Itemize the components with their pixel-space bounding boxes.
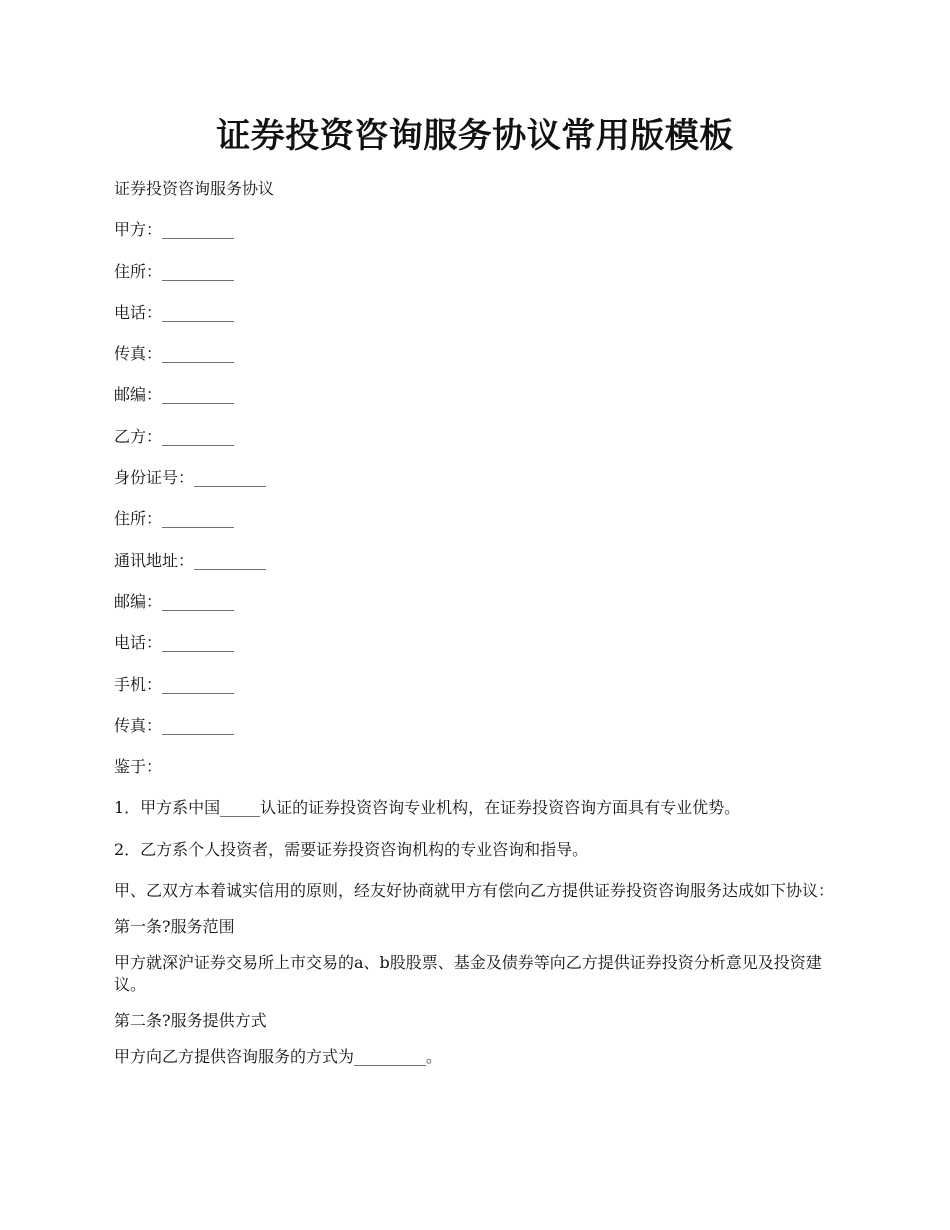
article-1-text: 甲方就深沪证券交易所上市交易的a、b股股票、基金及债券等向乙方提供证券投资分析意见及投资建议。	[114, 953, 822, 995]
party-a-postcode-line: 邮编：_________	[114, 385, 235, 405]
whereas-heading: 鉴于：	[114, 757, 163, 777]
party-a-fax-line: 传真：_________	[114, 344, 235, 364]
party-b-postcode-line: 邮编：_________	[114, 591, 235, 611]
whereas-item-1: 1．甲方系中国_____认证的证券投资咨询专业机构，在证券投资咨询方面具有专业优势。	[114, 798, 741, 818]
party-b-mailing-address-line: 通讯地址：_________	[114, 550, 267, 570]
document-title: 证券投资咨询服务协议常用版模板	[216, 116, 734, 156]
party-a-address-line: 住所：_________	[114, 261, 235, 281]
document-body	[114, 178, 844, 1068]
party-b-id-line: 身份证号：_________	[114, 468, 267, 488]
party-a-line: 甲方：_________	[114, 220, 235, 240]
whereas-item-2: 2．乙方系个人投资者，需要证券投资咨询机构的专业咨询和指导。	[114, 839, 589, 859]
agreement-heading: 证券投资咨询服务协议	[114, 179, 275, 198]
party-b-fax-line: 传真：_________	[114, 715, 235, 735]
article-2-text: 甲方向乙方提供咨询服务的方式为_________。	[114, 1047, 443, 1067]
party-a-phone-line: 电话：_________	[114, 302, 235, 322]
party-b-line: 乙方：_________	[114, 426, 235, 446]
party-b-mobile-line: 手机：_________	[114, 674, 235, 694]
article-2-heading: 第二条?服务提供方式	[114, 1011, 267, 1031]
party-b-phone-line: 电话：_________	[114, 633, 235, 653]
article-1-heading: 第一条?服务范围	[114, 917, 235, 937]
party-b-address-line: 住所：_________	[114, 509, 235, 529]
agreement-preamble: 甲、乙双方本着诚实信用的原则，经友好协商就甲方有偿向乙方提供证券投资咨询服务达成如下协议：	[114, 881, 835, 901]
